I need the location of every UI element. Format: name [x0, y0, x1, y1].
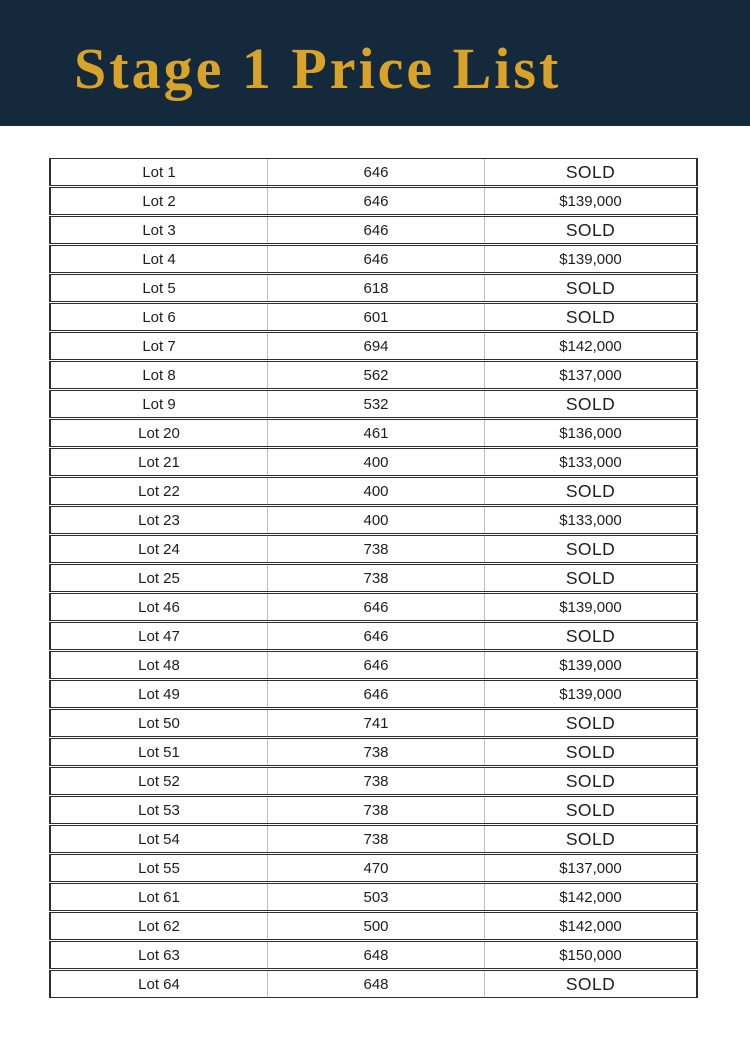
size-cell: 562: [267, 362, 484, 388]
price-cell: SOLD: [484, 739, 696, 765]
price-cell: $142,000: [484, 333, 696, 359]
price-table: [49, 158, 698, 999]
price-cell: SOLD: [484, 623, 696, 649]
table-row: [49, 332, 698, 360]
size-cell: 646: [267, 217, 484, 243]
table-row: [49, 854, 698, 882]
price-cell: $150,000: [484, 942, 696, 968]
table-row: [49, 216, 698, 244]
size-cell: 738: [267, 768, 484, 794]
size-cell: 646: [267, 188, 484, 214]
price-cell: $139,000: [484, 188, 696, 214]
table-row: [49, 419, 698, 447]
table-row: [49, 883, 698, 911]
price-cell: SOLD: [484, 768, 696, 794]
lot-cell: Lot 22: [138, 482, 180, 500]
lot-cell: Lot 54: [138, 830, 180, 848]
size-cell: 738: [267, 536, 484, 562]
lot-cell: Lot 49: [138, 685, 180, 703]
table-row: [49, 593, 698, 621]
table-row: [49, 506, 698, 534]
lot-cell: Lot 6: [142, 308, 176, 326]
price-cell: SOLD: [484, 217, 696, 243]
size-cell: 694: [267, 333, 484, 359]
size-cell: 646: [267, 681, 484, 707]
price-cell: $136,000: [484, 420, 696, 446]
lot-cell: Lot 1: [142, 163, 176, 181]
table-row: [49, 390, 698, 418]
size-cell: 738: [267, 797, 484, 823]
price-cell: SOLD: [484, 710, 696, 736]
size-cell: 400: [267, 507, 484, 533]
lot-cell: Lot 48: [138, 656, 180, 674]
size-cell: 461: [267, 420, 484, 446]
price-cell: $139,000: [484, 594, 696, 620]
lot-cell: Lot 4: [142, 250, 176, 268]
size-cell: 503: [267, 884, 484, 910]
size-cell: 648: [267, 942, 484, 968]
table-row: [49, 622, 698, 650]
price-cell: SOLD: [484, 159, 696, 185]
lot-cell: Lot 25: [138, 569, 180, 587]
table-row: [49, 796, 698, 824]
lot-cell: Lot 47: [138, 627, 180, 645]
size-cell: 646: [267, 623, 484, 649]
table-row: [49, 187, 698, 215]
size-cell: 648: [267, 971, 484, 997]
size-cell: 500: [267, 913, 484, 939]
lot-cell: Lot 24: [138, 540, 180, 558]
price-cell: $137,000: [484, 855, 696, 881]
size-cell: 738: [267, 739, 484, 765]
price-cell: SOLD: [484, 304, 696, 330]
lot-cell: Lot 64: [138, 975, 180, 993]
size-cell: 646: [267, 159, 484, 185]
lot-cell: Lot 7: [142, 337, 176, 355]
table-row: [49, 564, 698, 592]
price-table-rows: [49, 158, 698, 998]
size-cell: 646: [267, 246, 484, 272]
price-cell: $139,000: [484, 652, 696, 678]
price-cell: SOLD: [484, 797, 696, 823]
price-cell: SOLD: [484, 971, 696, 997]
size-cell: 741: [267, 710, 484, 736]
table-row: [49, 535, 698, 563]
price-cell: $139,000: [484, 246, 696, 272]
lot-cell: Lot 62: [138, 917, 180, 935]
lot-cell: Lot 21: [138, 453, 180, 471]
size-cell: 470: [267, 855, 484, 881]
lot-cell: Lot 5: [142, 279, 176, 297]
lot-cell: Lot 50: [138, 714, 180, 732]
price-cell: $142,000: [484, 884, 696, 910]
lot-cell: Lot 23: [138, 511, 180, 529]
price-cell: $137,000: [484, 362, 696, 388]
price-cell: SOLD: [484, 478, 696, 504]
lot-cell: Lot 51: [138, 743, 180, 761]
table-row: [49, 709, 698, 737]
price-cell: SOLD: [484, 391, 696, 417]
lot-cell: Lot 8: [142, 366, 176, 384]
lot-cell: Lot 46: [138, 598, 180, 616]
lot-cell: Lot 20: [138, 424, 180, 442]
price-cell: $133,000: [484, 507, 696, 533]
lot-cell: Lot 63: [138, 946, 180, 964]
size-cell: 738: [267, 826, 484, 852]
table-row: [49, 245, 698, 273]
price-cell: SOLD: [484, 275, 696, 301]
table-row: [49, 970, 698, 998]
price-cell: $133,000: [484, 449, 696, 475]
page-title: Stage 1 Price List: [74, 35, 562, 101]
header-banner: [0, 0, 750, 126]
price-cell: $142,000: [484, 913, 696, 939]
size-cell: 532: [267, 391, 484, 417]
size-cell: 646: [267, 594, 484, 620]
size-cell: 400: [267, 478, 484, 504]
table-row: [49, 158, 698, 186]
size-cell: 738: [267, 565, 484, 591]
lot-cell: Lot 55: [138, 859, 180, 877]
table-row: [49, 448, 698, 476]
size-cell: 400: [267, 449, 484, 475]
table-row: [49, 361, 698, 389]
table-row: [49, 303, 698, 331]
price-cell: SOLD: [484, 565, 696, 591]
size-cell: 618: [267, 275, 484, 301]
table-row: [49, 767, 698, 795]
lot-cell: Lot 53: [138, 801, 180, 819]
size-cell: 601: [267, 304, 484, 330]
lot-cell: Lot 3: [142, 221, 176, 239]
lot-cell: Lot 9: [142, 395, 176, 413]
table-row: [49, 477, 698, 505]
table-row: [49, 274, 698, 302]
table-row: [49, 912, 698, 940]
price-cell: $139,000: [484, 681, 696, 707]
price-cell: SOLD: [484, 826, 696, 852]
table-row: [49, 738, 698, 766]
price-cell: SOLD: [484, 536, 696, 562]
lot-cell: Lot 61: [138, 888, 180, 906]
lot-cell: Lot 52: [138, 772, 180, 790]
table-row: [49, 941, 698, 969]
table-row: [49, 651, 698, 679]
table-row: [49, 825, 698, 853]
lot-cell: Lot 2: [142, 192, 176, 210]
table-row: [49, 680, 698, 708]
size-cell: 646: [267, 652, 484, 678]
